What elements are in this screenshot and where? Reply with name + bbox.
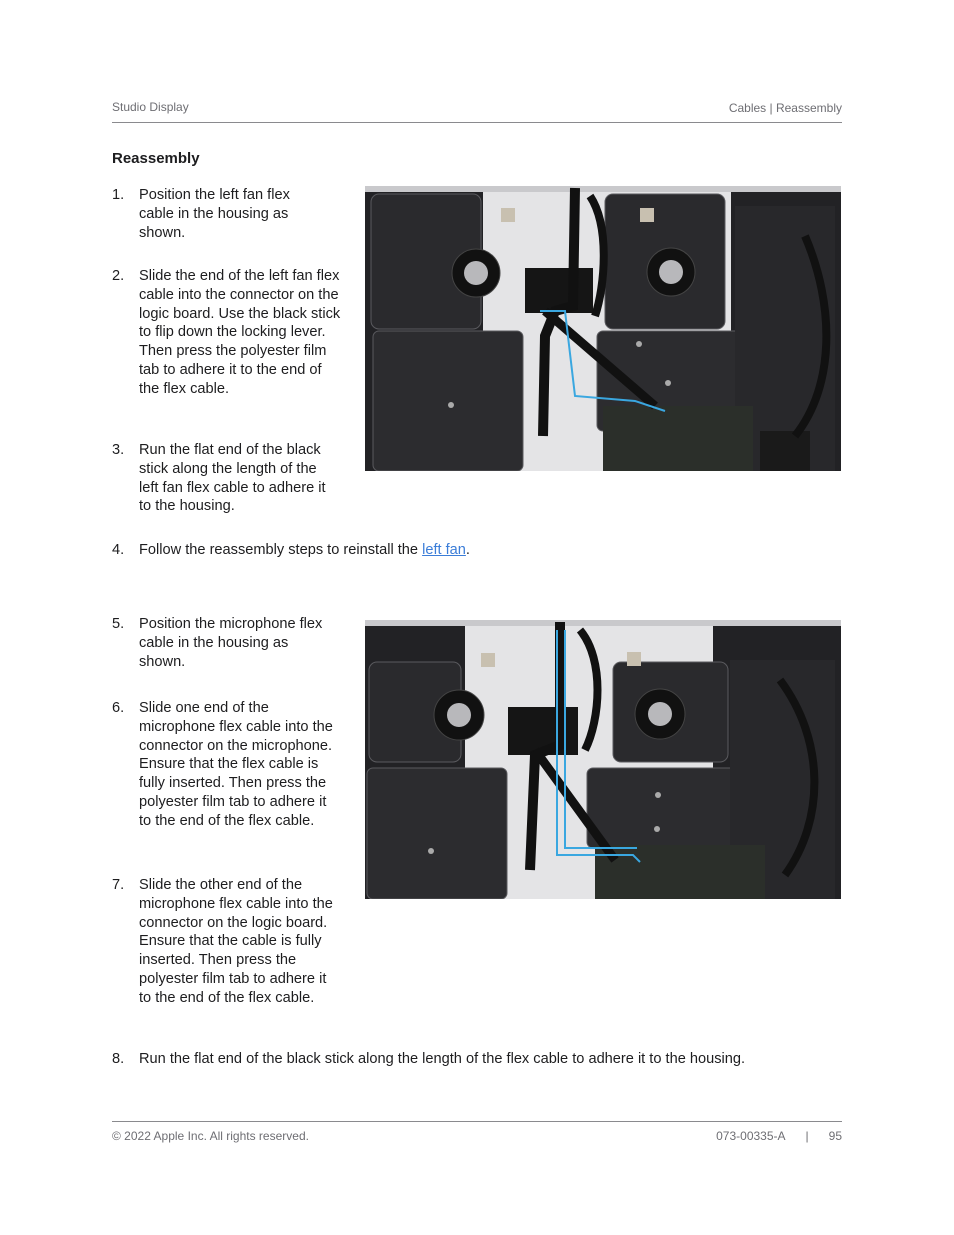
- doc-number: 073-00335-A: [716, 1129, 786, 1143]
- step-number: 4.: [112, 542, 125, 558]
- step-number: 7.: [112, 877, 125, 893]
- step-number: 6.: [112, 700, 125, 716]
- step-text: Run the flat end of the black stick along the length of the flex cable to adhere it to the housing.: [139, 1051, 746, 1067]
- step-number: 5.: [112, 616, 125, 632]
- step-text: Slide one end of the microphone flex cable into the connector on the microphone. Ensure that the flex cable is fully inserted. Then press the polyester film tab to adhere it to the end of the flex cable.: [139, 700, 333, 829]
- footer-meta: [716, 1129, 842, 1143]
- step-text: Run the flat end of the black stick along the length of the left fan flex cable to adhere it to the housing.: [139, 442, 326, 515]
- footer-copyright: © 2022 Apple Inc. All rights reserved.: [112, 1129, 309, 1143]
- step-text: Slide the end of the left fan flex cable into the connector on the logic board. Use the black stick to flip down the locking lever. Then press the polyester film tab to adhere it to the end of the flex cable.: [139, 268, 341, 397]
- footer-separator: |: [805, 1129, 809, 1143]
- left-fan-cable-illustration: [365, 186, 841, 471]
- step-text-before: Follow the reassembly steps to reinstall the: [139, 542, 423, 558]
- header-section: Cables | Reassembly: [728, 101, 842, 115]
- step-text: Slide the other end of the microphone flex cable into the connector on the logic board. Ensure that the cable is fully inserted. Then press the polyester film tab to adhere it to the end of the flex cable.: [139, 877, 333, 1006]
- step-text: Position the left fan flex cable in the housing as shown.: [139, 187, 290, 241]
- step-text: Position the microphone flex cable in the housing as shown.: [139, 616, 323, 670]
- left-fan-link[interactable]: left fan: [422, 542, 466, 558]
- step-number: 8.: [112, 1051, 125, 1067]
- left-fan-cable-photo: [365, 186, 841, 471]
- microphone-cable-illustration: [365, 620, 841, 899]
- step-text-after: .: [465, 542, 470, 558]
- footer-rule: [112, 1121, 842, 1122]
- step-text: [139, 541, 470, 560]
- header-product: Studio Display: [112, 100, 189, 114]
- header-rule: [112, 122, 842, 123]
- step-number: 2.: [112, 268, 125, 284]
- step-number: 3.: [112, 442, 125, 458]
- step-number: 1.: [112, 187, 125, 203]
- section-title: Reassembly: [112, 150, 200, 167]
- page-number: 95: [828, 1129, 842, 1143]
- microphone-cable-photo: [365, 620, 841, 899]
